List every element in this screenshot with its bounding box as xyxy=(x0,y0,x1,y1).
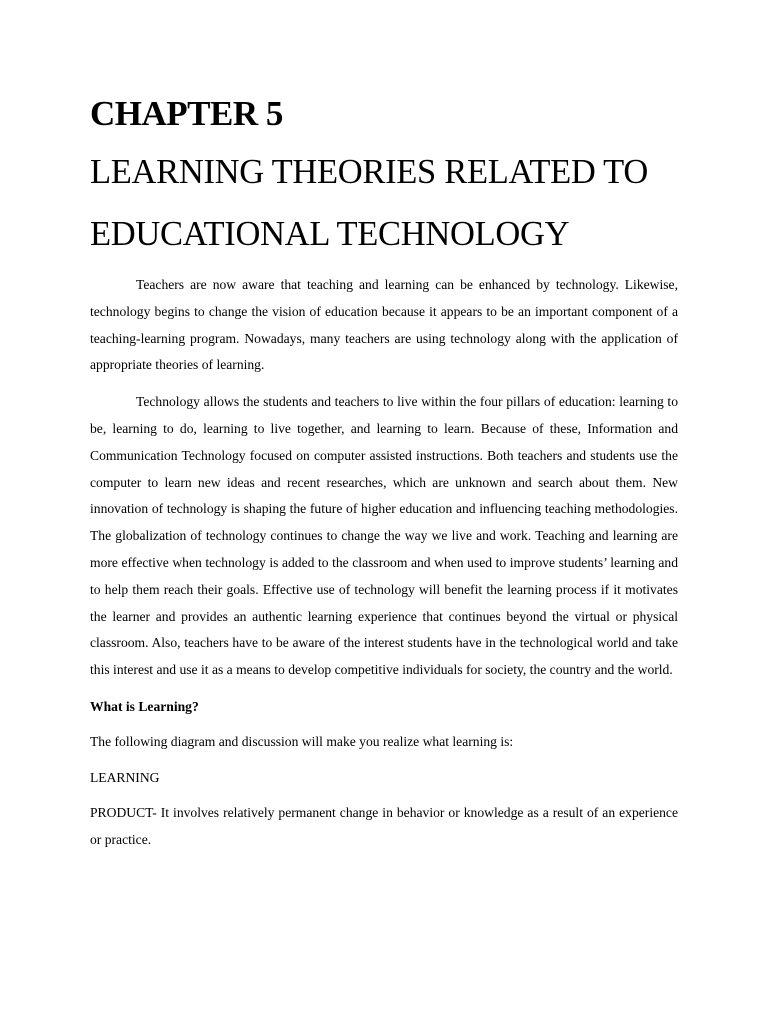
diagram-label-learning: LEARNING xyxy=(90,769,160,785)
chapter-title-line-1: LEARNING THEORIES RELATED TO xyxy=(90,153,648,191)
document-page xyxy=(90,92,678,854)
section-heading-what-is-learning: What is Learning? xyxy=(90,698,199,714)
chapter-title-line-2: EDUCATIONAL TECHNOLOGY xyxy=(90,215,570,253)
body-paragraph-1: Teachers are now aware that teaching and learning can be enhanced by technology. Likewise, technology begins to change the vision of education because it appears to be an important component of a teaching-learning program. Nowadays, many teachers are using technology along with the application of appropriate theories of learning. xyxy=(90,277,678,373)
chapter-heading: CHAPTER 5 xyxy=(90,94,283,133)
body-paragraph-2: Technology allows the students and teachers to live within the four pillars of education: learning to be, learning to do, learning to live together, and learning to learn. Because of these, Information and Communication Technology focused on computer assisted instructions. Both teachers and students use the computer to learn new ideas and recent researches, which are unknown and search about them. New innovation of technology is shaping the future of higher education and influencing teaching methodologies. The globalization of technology continues to change the way we live and work. Teaching and learning are more effective when technology is added to the classroom and when used to improve students’ learning and to help them reach their goals. Effective use of technology will benefit the learning process if it motivates the learner and provides an authentic learning experience that continues beyond the virtual or physical classroom. Also, teachers have to be aware of the interest students have in the technological world and take this interest and use it as a means to develop competitive individuals for society, the country and the world. xyxy=(90,394,678,678)
product-definition: PRODUCT- It involves relatively permanent change in behavior or knowledge as a result of an experience or practice. xyxy=(90,805,678,848)
intro-sentence: The following diagram and discussion will make you realize what learning is: xyxy=(90,733,514,749)
